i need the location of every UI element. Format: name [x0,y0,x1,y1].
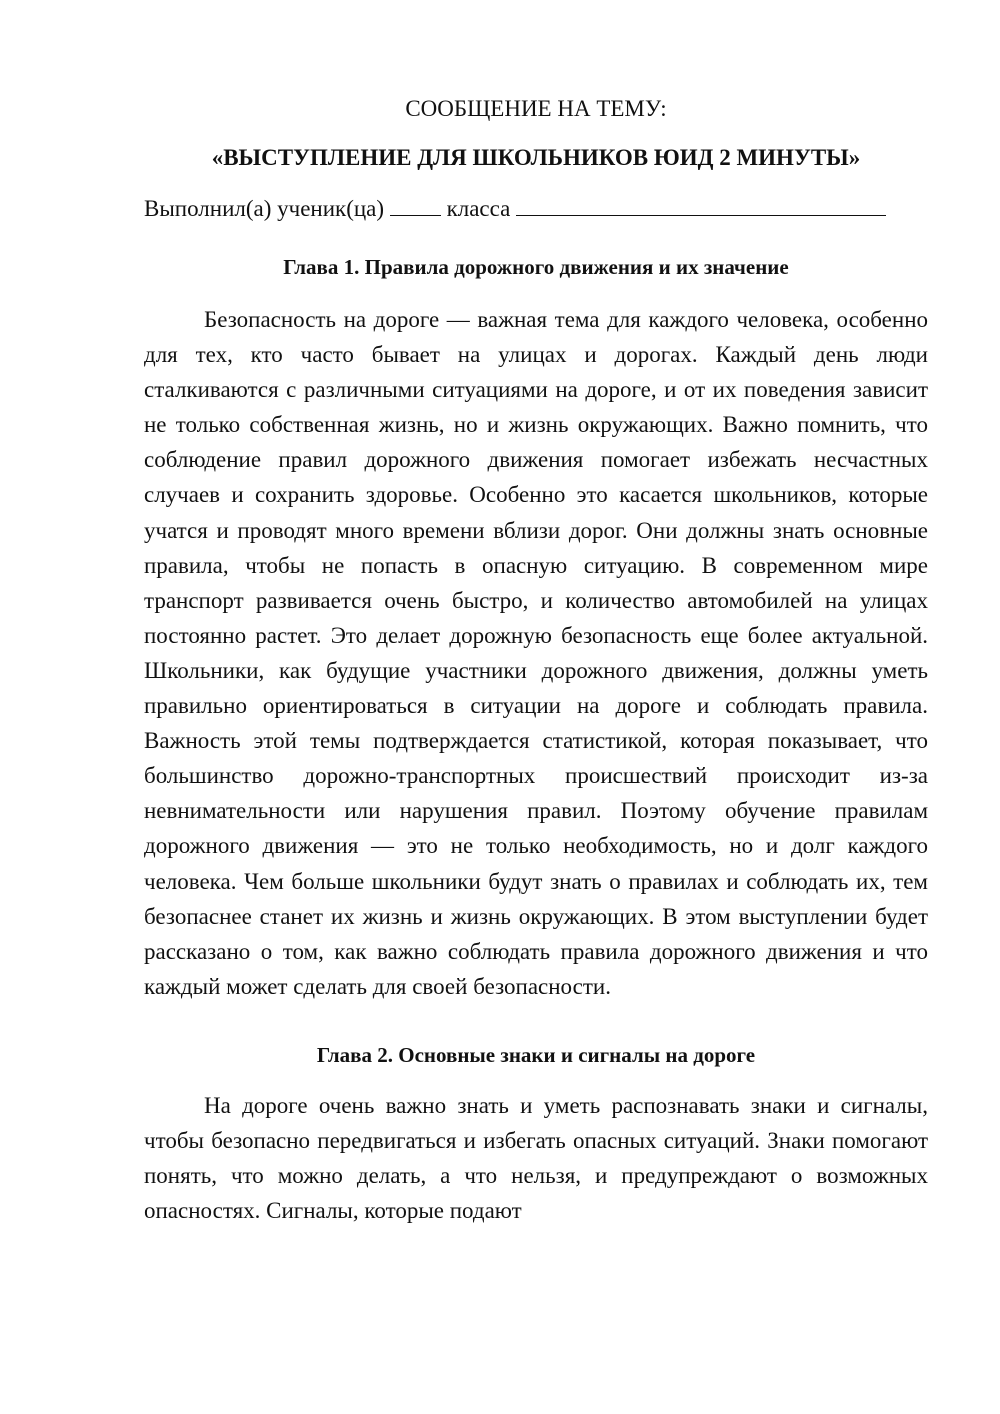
author-line [144,192,928,226]
author-line-middle: класса [440,196,517,221]
chapter-1-text: Безопасность на дороге — важная тема для каждого человека, особенно для тех, кто часто бывает на улицах и дорогах. Каждый день люди сталкиваются с различными ситуациями на дороге, и от их поведения зависит не только собственная жизнь, но и жизнь окружающих. Важно помнить, что соблюдение правил дорожного движения помогает избежать несчастных случаев и сохранить здоровье. Особенно это касается школьников, которые учатся и проводят много времени вблизи дорог. Они должны знать основные правила, чтобы не попасть в опасную ситуацию. В современном мире транспорт развивается очень быстро, и количество автомобилей на улицах постоянно растет. Это делает дорожную безопасность еще более актуальной. Школьники, как будущие участники дорожного движения, должны уметь правильно ориентироваться в ситуации на дороге и соблюдать правила. Важность этой темы подтверждается статистикой, которая показывает, что большинство дорожно-транспортных происшествий происходит из-за невнимательности или нарушения правил. Поэтому обучение правилам дорожного движения — это не только необходимость, но и долг каждого человека. Чем больше школьники будут знать о правилах и соблюдать их, тем безопаснее станет их жизнь и жизнь окружающих. В этом выступлении будет рассказано о том, как важно соблюдать правила дорожного движения и что каждый может сделать для своей безопасности. [144,307,928,999]
chapter-2-text: На дороге очень важно знать и уметь распознавать знаки и сигналы, чтобы безопасно передвигаться и избегать опасных ситуаций. Знаки помогают понять, что можно делать, а что нельзя, и предупреждают о возможных опасностях. Сигналы, которые подают [144,1092,928,1224]
chapter-2-title: Глава 2. Основные знаки и сигналы на дороге [316,1042,756,1067]
chapter-1-title: Глава 1. Правила дорожного движения и их значение [283,255,789,279]
author-line-prefix: Выполнил(а) ученик(ца) [144,196,390,221]
name-blank [516,195,886,216]
document-page [144,92,928,1228]
document-title: «ВЫСТУПЛЕНИЕ ДЛЯ ШКОЛЬНИКОВ ЮИД 2 МИНУТЫ» [211,145,861,170]
grade-blank [390,195,441,216]
topic-heading: СООБЩЕНИЕ НА ТЕМУ: [405,96,667,121]
